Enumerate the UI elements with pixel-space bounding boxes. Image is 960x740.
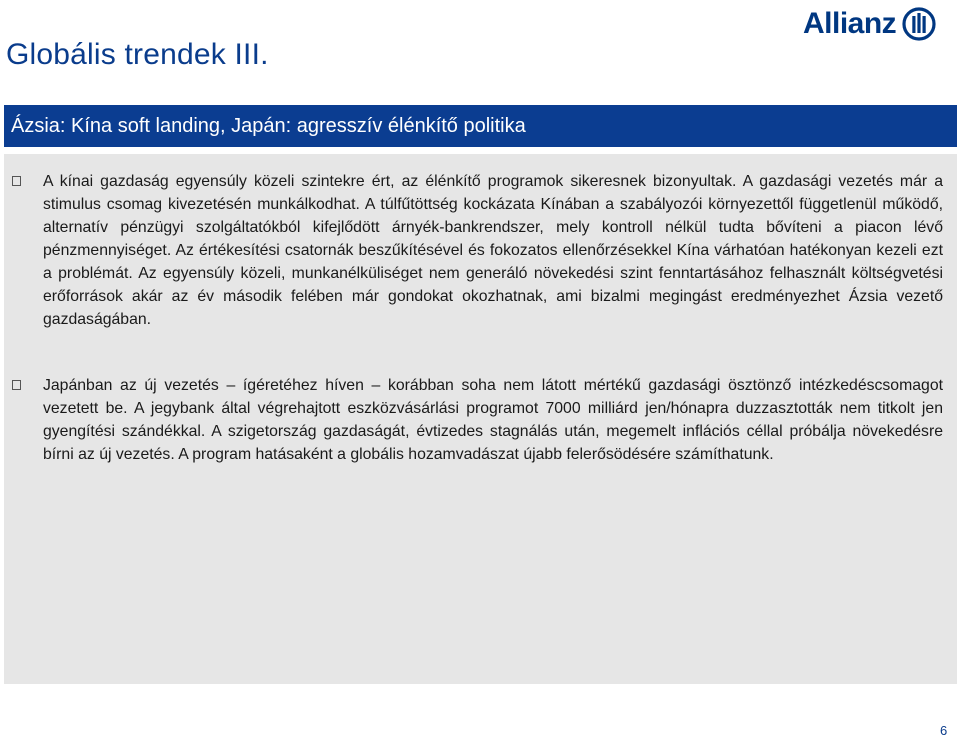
allianz-eagle-icon [902, 7, 936, 41]
bullet-text: A kínai gazdaság egyensúly közeli szintekre ért, az élénkítő programok sikeresnek bizonyultak. A gazdasági vezetés már a stimulus csomag kivezetésén munkálkodhat. A túlfűtöttség kockázata Kínában a szabályozói környezettől függetlenül működő, alternatív pénzügyi szolgáltatókból kifejlődött árnyék-bankrendszer, mely kontroll nélkül tudta bővíteni a piacon lévő pénzmennyiséget. Az értékesítési csatornák beszűkítésével és fokozatos ellenőrzésekkel Kína várhatóan hatékonyan kezeli ezt a problémát. Az egyensúly közeli, munkanélküliséget nem generáló növekedési szint fenntartásához felhasznált költségvetési erőforrások akár az év második felében már gondokat okozhatnak, ami bizalmi megingást eredményezhet Ázsia vezető gazdaságában. [43, 173, 943, 328]
page-title: Globális trendek III. [6, 38, 269, 71]
page-number: 6 [940, 723, 948, 738]
logo-text: Allianz [803, 7, 897, 40]
bullet-item [4, 170, 957, 331]
bullet-item [4, 374, 957, 466]
allianz-logo [803, 3, 953, 45]
square-bullet-icon [12, 176, 21, 186]
bullet-text: Japánban az új vezetés – ígéretéhez híven – korábban soha nem látott mértékű gazdasági ösztönző intézkedéscsomagot vezetett be. A jegybank által végrehajtott eszközvásárlási programot 7000 milliárd jen/hónapra duzzasztották nem titkolt jen gyengítési szándékkal. A szigetország gazdaságát, évtizedes stagnálás után, megemelt inflációs céllal próbálja növekedésre bírni az új vezetés. A program hatásaként a globális hozamvadászat újabb felerősödésére számíthatunk. [43, 377, 943, 463]
content-box [4, 154, 957, 684]
square-bullet-icon [12, 380, 21, 390]
section-banner: Ázsia: Kína soft landing, Japán: agresszív élénkítő politika [4, 105, 957, 147]
